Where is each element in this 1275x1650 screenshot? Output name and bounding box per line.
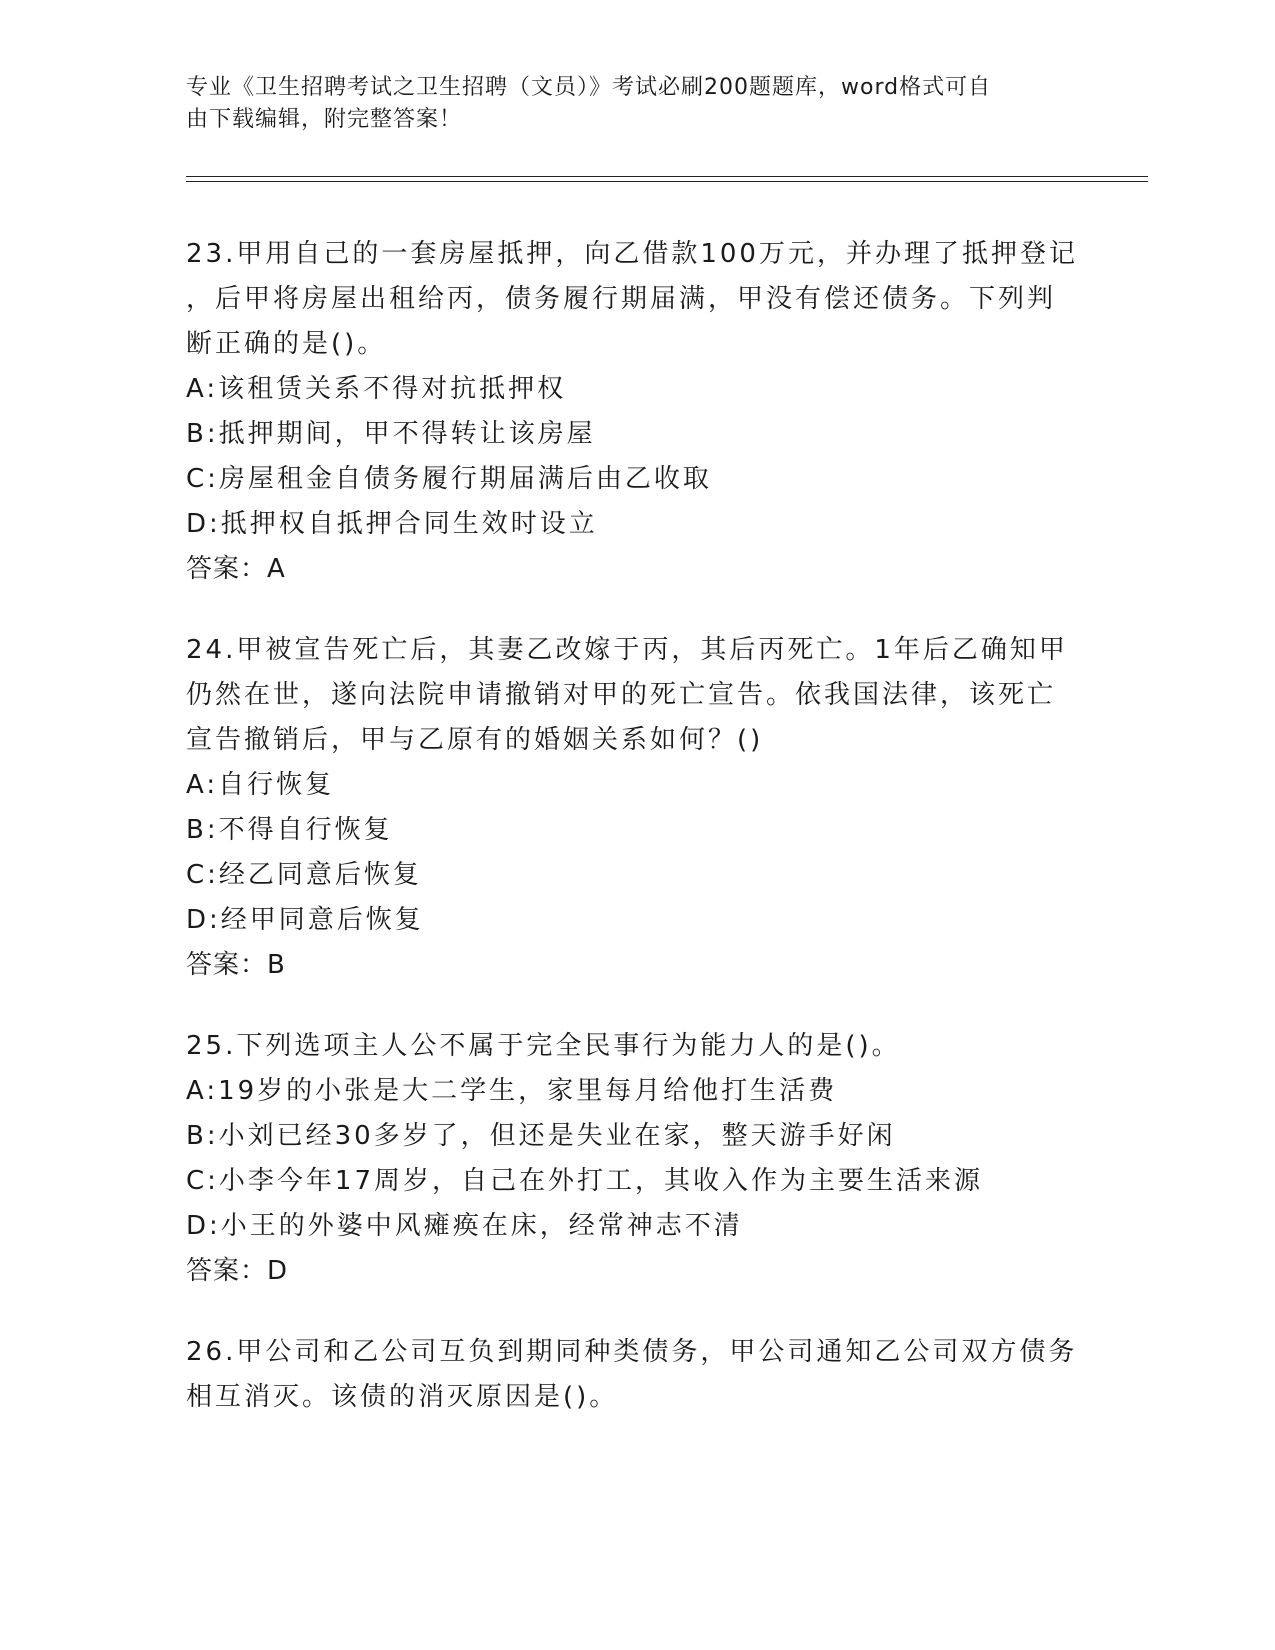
header-line-2: 由下载编辑，附完整答案！ bbox=[186, 107, 463, 132]
answer-label: 答案：B bbox=[186, 950, 286, 980]
question-text: 相互消灭。该债的消灭原因是()。 bbox=[186, 1382, 619, 1412]
question-list bbox=[186, 232, 1086, 1456]
option-d: D:小王的外婆中风瘫痪在床，经常神志不清 bbox=[186, 1211, 743, 1241]
header-line-1: 专业《卫生招聘考试之卫生招聘（文员）》考试必刷200题题库，word格式可自 bbox=[186, 75, 992, 100]
option-b: B:抵押期间，甲不得转让该房屋 bbox=[186, 419, 596, 449]
document-header bbox=[186, 72, 1066, 136]
question-24 bbox=[186, 628, 1086, 988]
option-b: B:不得自行恢复 bbox=[186, 815, 393, 845]
question-text: ，后甲将房屋出租给丙，债务履行期届满，甲没有偿还债务。下列判 bbox=[186, 284, 1057, 314]
option-c: C:经乙同意后恢复 bbox=[186, 860, 422, 890]
question-text: 23.甲用自己的一套房屋抵押，向乙借款100万元，并办理了抵押登记 bbox=[186, 239, 1078, 269]
header-divider-top bbox=[186, 176, 1148, 177]
header-divider-bottom bbox=[186, 181, 1148, 182]
option-a: A:自行恢复 bbox=[186, 770, 335, 800]
option-d: D:抵押权自抵押合同生效时设立 bbox=[186, 509, 598, 539]
question-text: 25.下列选项主人公不属于完全民事行为能力人的是()。 bbox=[186, 1031, 901, 1061]
answer-label: 答案：A bbox=[186, 554, 286, 584]
option-a: A:该租赁关系不得对抗抵押权 bbox=[186, 374, 567, 404]
answer-label: 答案：D bbox=[186, 1256, 289, 1286]
question-text: 24.甲被宣告死亡后，其妻乙改嫁于丙，其后丙死亡。1年后乙确知甲 bbox=[186, 635, 1068, 665]
question-25 bbox=[186, 1024, 1086, 1294]
option-d: D:经甲同意后恢复 bbox=[186, 905, 424, 935]
question-text: 宣告撤销后，甲与乙原有的婚姻关系如何？() bbox=[186, 725, 764, 755]
option-c: C:房屋租金自债务履行期届满后由乙收取 bbox=[186, 464, 712, 494]
option-b: B:小刘已经30多岁了，但还是失业在家，整天游手好闲 bbox=[186, 1121, 896, 1151]
option-a: A:19岁的小张是大二学生，家里每月给他打生活费 bbox=[186, 1076, 838, 1106]
question-text: 26.甲公司和乙公司互负到期同种类债务，甲公司通知乙公司双方债务 bbox=[186, 1337, 1078, 1367]
question-text: 仍然在世，遂向法院申请撤销对甲的死亡宣告。依我国法律，该死亡 bbox=[186, 680, 1057, 710]
question-26 bbox=[186, 1330, 1086, 1420]
option-c: C:小李今年17周岁，自己在外打工，其收入作为主要生活来源 bbox=[186, 1166, 983, 1196]
question-23 bbox=[186, 232, 1086, 592]
question-text: 断正确的是()。 bbox=[186, 329, 387, 359]
